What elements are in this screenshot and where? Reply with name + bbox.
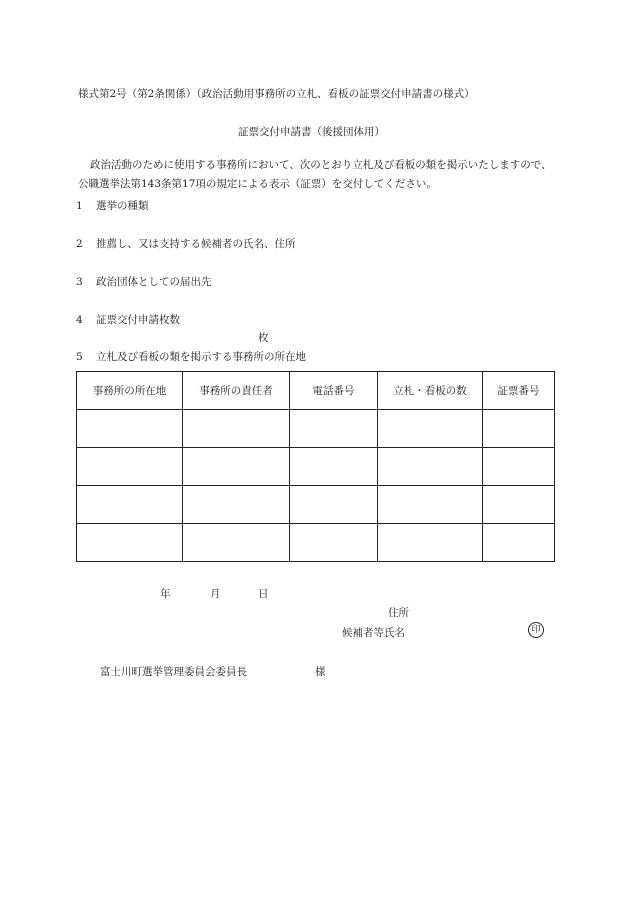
date-day: 日 [258,588,269,600]
table-row [77,486,555,524]
item-number: 4 [76,314,83,326]
honorific: 様 [315,666,326,678]
item-label: 選挙の種類 [96,200,149,212]
address-label: 住所 [388,607,409,619]
date-month: 月 [210,588,221,600]
col-header-location: 事務所の所在地 [77,372,183,410]
table-row [77,410,555,448]
item-label: 推薦し、又は支持する候補者の氏名、住所 [96,238,296,250]
col-header-certificate-number: 証票番号 [483,372,555,410]
table-cell[interactable] [183,524,290,562]
item-label: 政治団体としての届出先 [96,276,212,288]
col-header-manager: 事務所の責任者 [183,372,290,410]
table-row [77,448,555,486]
table-cell[interactable] [290,448,378,486]
date-year: 年 [160,588,171,600]
item-number: 2 [76,238,83,250]
form-title: 様式第2号（第2条関係）（政治活動用事務所の立札、看板の証票交付申請書の様式） [78,88,475,100]
item-election-type [76,198,149,213]
table-cell[interactable] [378,410,483,448]
table-cell[interactable] [77,410,183,448]
table-cell[interactable] [183,448,290,486]
item-number: 1 [76,200,83,212]
sheets-unit: 枚 [258,332,269,344]
table-header-row [77,372,555,410]
table-cell[interactable] [483,486,555,524]
table-cell[interactable] [290,410,378,448]
table-cell[interactable] [183,410,290,448]
table-cell[interactable] [378,524,483,562]
table-row [77,524,555,562]
item-candidate [76,236,296,251]
table-cell[interactable] [483,448,555,486]
item-number: 3 [76,276,83,288]
item-registration [76,274,212,289]
item-label: 証票交付申請枚数 [96,314,180,326]
candidate-name-label: 候補者等氏名 [342,627,405,639]
document-title: 証票交付申請書（後援団体用） [238,126,385,138]
table-cell[interactable] [77,448,183,486]
table-cell[interactable] [290,486,378,524]
office-table [76,371,555,562]
table-cell[interactable] [290,524,378,562]
table-cell[interactable] [77,486,183,524]
table-cell[interactable] [77,524,183,562]
item-label: 立札及び看板の類を掲示する事務所の所在地 [96,351,306,363]
table-cell[interactable] [183,486,290,524]
table-cell[interactable] [483,524,555,562]
table-cell[interactable] [483,410,555,448]
addressee: 富士川町選挙管理委員会委員長 [100,666,247,678]
table-cell[interactable] [378,448,483,486]
col-header-sign-count: 立札・看板の数 [378,372,483,410]
col-header-phone: 電話番号 [290,372,378,410]
table-cell[interactable] [378,486,483,524]
item-number: 5 [76,351,83,363]
seal-icon: 印 [528,622,544,638]
item-office-location [76,349,306,364]
intro-text: 政治活動のために使用する事務所において、次のとおり立札及び看板の類を掲示いたしますので、公職選挙法第143条第17項の規定による表示（証票）を交付してください。 [78,159,552,190]
item-sheet-count [76,312,180,327]
